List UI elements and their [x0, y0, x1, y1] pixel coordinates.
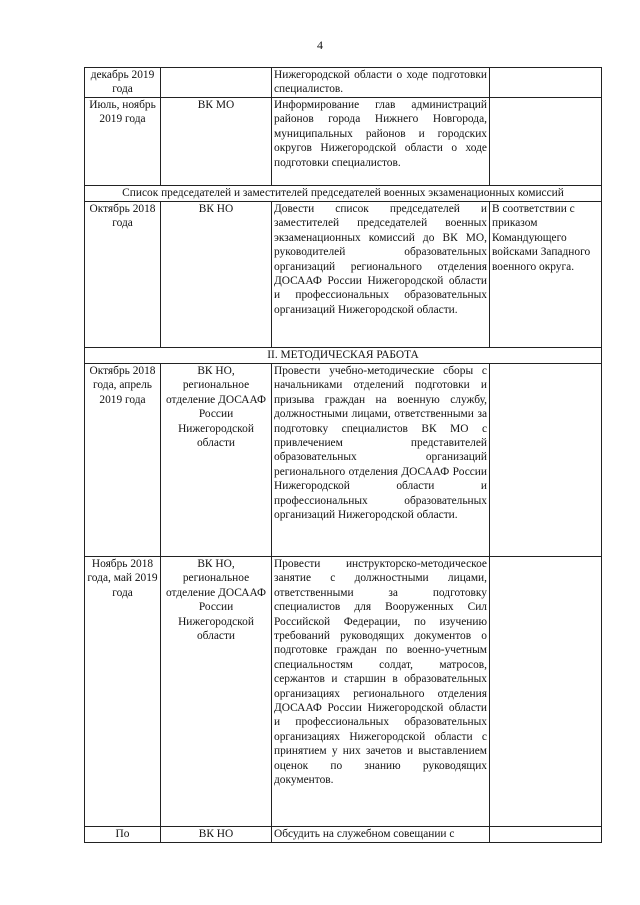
table-row: [85, 364, 602, 557]
note-cell: [490, 827, 602, 843]
note-cell: [490, 98, 602, 186]
section-commissions-title: Список председателей и заместителей председателей военных экзаменационных комиссий: [85, 186, 602, 202]
executor-cell: ВК НО: [161, 827, 272, 843]
page-number: 4: [317, 38, 323, 52]
date-cell: Ноябрь 2018 года, май 2019 года: [85, 557, 161, 827]
section-header-row: [85, 348, 602, 364]
table-row: [85, 827, 602, 843]
note-cell: [490, 68, 602, 98]
table-row: [85, 68, 602, 98]
content-cell: Информирование глав администраций районов города Нижнего Новгорода, муниципальных районов и городских округов Нижегородской области о ходе подготовки специалистов.: [272, 98, 490, 186]
note-cell: В соответствии с приказом Командующего войсками Западного военного округа.: [490, 202, 602, 348]
date-cell: По: [85, 827, 161, 843]
content-cell: Довести список председателей и заместителей председателей военных экзаменационных комиссий до ВК МО, руководителей образовательных организаций регионального отделения ДОСААФ России Нижегородской области и профессиональных образовательных организаций Нижегородской области.: [272, 202, 490, 348]
executor-cell: [161, 68, 272, 98]
date-cell: Июль, ноябрь 2019 года: [85, 98, 161, 186]
content-cell: Обсудить на служебном совещании с: [272, 827, 490, 843]
date-cell: Октябрь 2018 года, апрель 2019 года: [85, 364, 161, 557]
section-methodical-title: II. МЕТОДИЧЕСКАЯ РАБОТА: [85, 348, 602, 364]
date-cell: декабрь 2019 года: [85, 68, 161, 98]
plan-table: [84, 67, 602, 843]
table-row: [85, 202, 602, 348]
section-header-row: [85, 186, 602, 202]
date-cell: Октябрь 2018 года: [85, 202, 161, 348]
note-cell: [490, 364, 602, 557]
note-cell: [490, 557, 602, 827]
content-cell: Нижегородской области о ходе подготовки специалистов.: [272, 68, 490, 98]
content-cell: Провести инструкторско-методическое занятие с должностными лицами, ответственными за подготовку специалистов для Вооруженных Сил Российской Федерации, по изучению требований руководящих документов о подготовке граждан по военно-учетным специальностям солдат, матросов, сержантов и старшин в образовательных организациях регионального отделения ДОСААФ России Нижегородской области и профессиональных образовательных организациях Нижегородской области с принятием у них зачетов и выставлением оценок по знанию руководящих документов.: [272, 557, 490, 827]
table-row: [85, 557, 602, 827]
executor-cell: ВК НО: [161, 202, 272, 348]
executor-cell: ВК НО, региональное отделение ДОСААФ России Нижегородской области: [161, 557, 272, 827]
executor-cell: ВК МО: [161, 98, 272, 186]
executor-cell: ВК НО, региональное отделение ДОСААФ России Нижегородской области: [161, 364, 272, 557]
table-row: [85, 98, 602, 186]
content-cell: Провести учебно-методические сборы с начальниками отделений подготовки и призыва граждан на военную службу, должностными лицами, ответственными за подготовку специалистов ВК МО с привлечением представителей образовательных организаций регионального отделения ДОСААФ России Нижегородской области и профессиональных образовательных организаций Нижегородской области.: [272, 364, 490, 557]
